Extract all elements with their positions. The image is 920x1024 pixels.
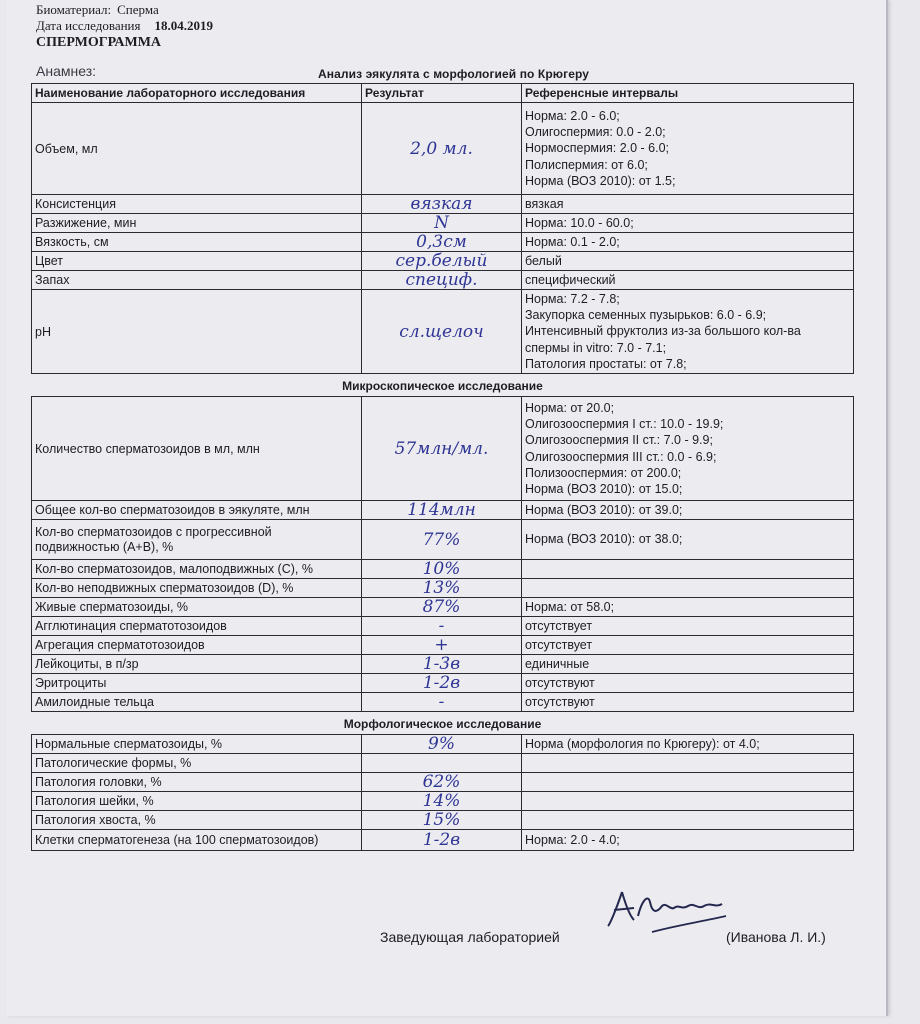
reference-interval (522, 655, 854, 674)
reference-interval (522, 214, 854, 233)
signature-image (604, 880, 734, 940)
test-result-handwritten: вязкая (362, 195, 522, 214)
column-reference-header: Референсные интервалы (522, 84, 854, 103)
reference-line: Олигоспермия: 0.0 - 2.0; (525, 125, 666, 140)
reference-interval (522, 792, 854, 811)
test-name: Общее кол-во сперматозоидов в эякуляте, млн (32, 501, 362, 520)
test-result-handwritten: сер.белый (362, 252, 522, 271)
test-result-handwritten: 114млн (362, 501, 522, 520)
test-name: Агрегация сперматотозоидов (32, 636, 362, 655)
test-result-handwritten: 57млн/мл. (362, 397, 522, 501)
test-name: Кол-во неподвижных сперматозоидов (D), % (32, 579, 362, 598)
table-row (32, 655, 854, 674)
test-result-handwritten: 14% (362, 792, 522, 811)
test-result-handwritten: - (362, 617, 522, 636)
test-result-handwritten: 13% (362, 579, 522, 598)
reference-line: Патология простаты: от 7.8; (525, 356, 687, 371)
reference-interval (522, 579, 854, 598)
reference-line: Интенсивный фруктолиз из-за большого кол-ва (525, 324, 801, 339)
test-name: Амилоидные тельца (32, 693, 362, 712)
document-title: СПЕРМОГРАММА (36, 35, 162, 50)
test-name: Живые сперматозоиды, % (32, 598, 362, 617)
footer-position: Заведующая лабораторией (380, 929, 560, 945)
reference-interval (522, 773, 854, 792)
test-result-handwritten: сл.щелоч (362, 290, 522, 374)
test-result-handwritten: 10% (362, 560, 522, 579)
test-name: Запах (32, 271, 362, 290)
document-sheet (6, 0, 888, 1016)
table-row (32, 195, 854, 214)
test-name: Патологические формы, % (32, 754, 362, 773)
test-name: Нормальные сперматозоиды, % (32, 735, 362, 754)
morph-title: Морфологическое исследование (32, 712, 854, 735)
reference-line: Олигозооспермия III ст.: 0.0 - 6.9; (525, 449, 717, 464)
reference-line: отсутствуют (525, 694, 595, 709)
table-row (32, 579, 854, 598)
reference-interval (522, 598, 854, 617)
reference-interval (522, 397, 854, 501)
reference-line: специфический (525, 272, 616, 287)
column-result-header: Результат (362, 84, 522, 103)
table-row (32, 103, 854, 195)
reference-line: Норма: 0.1 - 2.0; (525, 234, 620, 249)
test-result-handwritten: N (362, 214, 522, 233)
morph-section-title (32, 712, 854, 735)
test-result-handwritten: 2,0 мл. (362, 103, 522, 195)
test-name: Кол-во сперматозоидов, малоподвижных (С), % (32, 560, 362, 579)
table-row (32, 290, 854, 374)
test-name: Патология хвоста, % (32, 811, 362, 830)
table-row (32, 735, 854, 754)
test-result-handwritten: 62% (362, 773, 522, 792)
table-row (32, 754, 854, 773)
reference-line: Олигозооспермия I ст.: 10.0 - 19.9; (525, 416, 724, 431)
reference-line: Норма: от 58.0; (525, 599, 615, 614)
reference-line: Норма: 10.0 - 60.0; (525, 215, 634, 230)
test-name: Объем, мл (32, 103, 362, 195)
reference-interval (522, 290, 854, 374)
table-row (32, 233, 854, 252)
reference-line: Норма: 2.0 - 4.0; (525, 832, 620, 847)
reference-line: отсутствует (525, 637, 593, 652)
table-row (32, 773, 854, 792)
anamnez-label: Анамнез: (36, 63, 96, 79)
test-result-handwritten: 77% (362, 520, 522, 560)
footer-signer-name: (Иванова Л. И.) (726, 929, 826, 945)
table-row (32, 598, 854, 617)
date-label: Дата исследования (36, 18, 141, 33)
test-result-handwritten: 1-3в (362, 655, 522, 674)
test-result-handwritten: 1-2в (362, 830, 522, 851)
reference-line: Закупорка семенных пузырьков: 6.0 - 6.9; (525, 308, 767, 323)
test-name: Кол-во сперматозоидов с прогрессивной подвижностью (A+B), % (32, 520, 362, 560)
reference-line: единичные (525, 656, 590, 671)
test-name: Патология головки, % (32, 773, 362, 792)
reference-interval (522, 195, 854, 214)
reference-line: Норма: от 20.0; (525, 400, 615, 415)
test-name: pH (32, 290, 362, 374)
table-row (32, 271, 854, 290)
date-value: 18.04.2019 (154, 18, 213, 33)
test-name: Цвет (32, 252, 362, 271)
results-table (31, 83, 854, 851)
table-row (32, 830, 854, 851)
reference-interval (522, 674, 854, 693)
reference-interval (522, 271, 854, 290)
test-name: Эритроциты (32, 674, 362, 693)
biomaterial-line (36, 2, 159, 18)
reference-interval (522, 103, 854, 195)
test-result-handwritten: 0,3см (362, 233, 522, 252)
reference-interval (522, 501, 854, 520)
test-result-handwritten: 9% (362, 735, 522, 754)
reference-line: Олигозооспермия II ст.: 7.0 - 9.9; (525, 433, 713, 448)
reference-interval (522, 617, 854, 636)
reference-interval (522, 520, 854, 560)
reference-line: Полиспермия: от 6.0; (525, 157, 648, 172)
reference-line: Нормоспермия: 2.0 - 6.0; (525, 141, 670, 156)
reference-line: Норма (ВОЗ 2010): от 39.0; (525, 502, 683, 517)
micro-section-title (32, 374, 854, 397)
biomaterial-value: Сперма (117, 2, 159, 17)
date-line (36, 18, 213, 34)
test-name: Количество сперматозоидов в мл, млн (32, 397, 362, 501)
table-row (32, 792, 854, 811)
test-result-handwritten: + (362, 636, 522, 655)
test-name: Патология шейки, % (32, 792, 362, 811)
micro-section (32, 397, 854, 712)
reference-interval (522, 830, 854, 851)
reference-interval (522, 754, 854, 773)
table-row (32, 501, 854, 520)
biomaterial-label: Биоматериал: (36, 2, 112, 17)
reference-interval (522, 252, 854, 271)
reference-interval (522, 693, 854, 712)
reference-line: Норма: 7.2 - 7.8; (525, 291, 620, 306)
table-row (32, 214, 854, 233)
test-result-handwritten: 1-2в (362, 674, 522, 693)
reference-line: белый (525, 253, 562, 268)
table-header-row (32, 84, 854, 103)
test-name: Разжижение, мин (32, 214, 362, 233)
reference-line: Полизооспермия: от 200.0; (525, 465, 682, 480)
test-name: Агглютинация сперматотозоидов (32, 617, 362, 636)
test-result-handwritten: - (362, 693, 522, 712)
reference-interval (522, 560, 854, 579)
reference-line: Норма (ВОЗ 2010): от 15.0; (525, 482, 683, 497)
test-result-handwritten: 87% (362, 598, 522, 617)
reference-line: Норма (ВОЗ 2010): от 1.5; (525, 173, 676, 188)
macro-section (32, 103, 854, 374)
test-result-handwritten (362, 754, 522, 773)
reference-line: спермы in vitro: 7.0 - 7.1; (525, 340, 667, 355)
table-row (32, 520, 854, 560)
reference-interval (522, 636, 854, 655)
test-result-handwritten: специф. (362, 271, 522, 290)
test-name: Консистенция (32, 195, 362, 214)
test-result-handwritten: 15% (362, 811, 522, 830)
micro-title: Микроскопическое исследование (32, 374, 854, 397)
morph-section (32, 735, 854, 851)
table-row (32, 693, 854, 712)
table-row (32, 252, 854, 271)
reference-line: Норма (морфология по Крюгеру): от 4.0; (525, 736, 760, 751)
reference-interval (522, 233, 854, 252)
reference-line: отсутствуют (525, 675, 595, 690)
table-row (32, 811, 854, 830)
table-row (32, 674, 854, 693)
column-name-header: Наименование лабораторного исследования (32, 84, 362, 103)
reference-line: отсутствует (525, 618, 593, 633)
reference-interval (522, 735, 854, 754)
table-row (32, 617, 854, 636)
reference-line: вязкая (525, 196, 564, 211)
table-row (32, 560, 854, 579)
reference-interval (522, 811, 854, 830)
table-row (32, 397, 854, 501)
test-name: Лейкоциты, в п/зр (32, 655, 362, 674)
analysis-title: Анализ эякулята с морфологией по Крюгеру (318, 67, 590, 81)
test-name: Вязкость, см (32, 233, 362, 252)
table-row (32, 636, 854, 655)
reference-line: Норма: 2.0 - 6.0; (525, 108, 620, 123)
test-name: Клетки сперматогенеза (на 100 сперматозоидов) (32, 830, 362, 851)
reference-line: Норма (ВОЗ 2010): от 38.0; (525, 532, 683, 547)
